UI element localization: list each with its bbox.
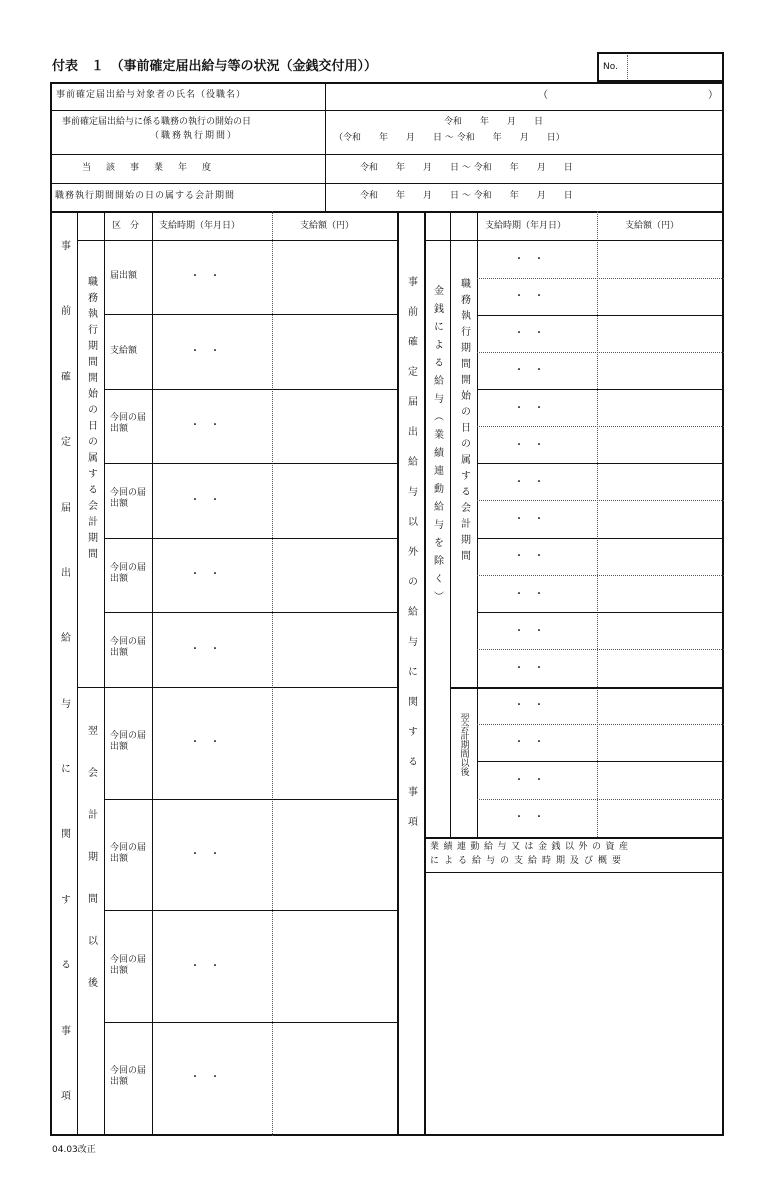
row-label-current: 今回の届出額: [110, 488, 147, 509]
payment-date-dots: ・ ・: [514, 663, 544, 674]
payment-date-dots: ・ ・: [190, 271, 220, 282]
advance-fixed-salary-heading: 事 前 確 定 届 出 給 与 に 関 す る 事 項: [58, 240, 70, 1100]
payment-date-dots: ・ ・: [514, 440, 544, 451]
payment-date-dots: ・ ・: [514, 626, 544, 637]
start-date-label: 事前確定届出給与に係る職務の執行の開始の日: [62, 117, 252, 127]
next-period-group-label: 翌会計期間以後: [85, 725, 97, 1019]
payment-date-dots: ・ ・: [514, 775, 544, 786]
payment-date-dots: ・ ・: [514, 812, 544, 823]
row-label-notified: 届出額: [110, 271, 138, 281]
right-period-start-group-label: 職務執行期間開始の日の属する会計期間: [458, 278, 470, 566]
revision-label: 04.03改正: [52, 1145, 96, 1155]
row-label-current: 今回の届出額: [110, 413, 147, 434]
duty-period-label: （職務執行期間）: [150, 131, 239, 141]
fiscal-year-value: 令和 年 月 日 〜 令和 年 月 日: [360, 163, 573, 173]
row-label-current: 今回の届出額: [110, 955, 147, 976]
payment-date-dots: ・ ・: [190, 495, 220, 506]
form-title: 付表 １ （事前確定届出給与等の状況（金銭交付用））: [52, 59, 378, 74]
other-salary-heading: 事前確定届出給与以外の給与に関する事項: [405, 276, 417, 846]
right-next-period-group-label: 翌会計期間以後: [458, 713, 469, 776]
payment-date-dots: ・ ・: [190, 346, 220, 357]
payment-date-dots: ・ ・: [514, 328, 544, 339]
recipient-name-close: ）: [708, 90, 718, 101]
payment-date-dots: ・ ・: [190, 849, 220, 860]
payment-date-dots: ・ ・: [514, 700, 544, 711]
payment-date-dots: ・ ・: [190, 644, 220, 655]
col-payment-date-right: 支給時期（年月日）: [485, 221, 567, 231]
payment-date-dots: ・ ・: [514, 514, 544, 525]
row-label-paid: 支給額: [110, 346, 138, 356]
payment-date-dots: ・ ・: [190, 420, 220, 431]
cash-salary-heading: 金銭による給与（業績連動給与を除く）: [431, 285, 443, 609]
recipient-name-open: （: [538, 90, 548, 101]
payment-date-dots: ・ ・: [514, 291, 544, 302]
payment-date-dots: ・ ・: [514, 477, 544, 488]
performance-note-line1: 業績連動給与又は金銭以外の資産: [430, 842, 633, 852]
col-payment-amount-left: 支給額（円）: [300, 221, 355, 231]
payment-date-dots: ・ ・: [190, 569, 220, 580]
payment-date-dots: ・ ・: [514, 365, 544, 376]
recipient-name-label: 事前確定届出給与対象者の氏名（役職名）: [56, 90, 247, 100]
row-label-current: 今回の届出額: [110, 637, 147, 658]
payment-date-dots: ・ ・: [514, 254, 544, 265]
payment-date-dots: ・ ・: [514, 403, 544, 414]
number-label: No.: [603, 62, 618, 72]
accounting-period-value: 令和 年 月 日 〜 令和 年 月 日: [360, 191, 573, 201]
duty-period-value: （令和 年 月 日 〜 令和 年 月 日）: [334, 133, 565, 143]
fiscal-year-label: 当 該 事 業 年 度: [82, 163, 215, 173]
col-payment-amount-right: 支給額（円）: [625, 221, 680, 231]
payment-date-dots: ・ ・: [514, 551, 544, 562]
row-label-current: 今回の届出額: [110, 843, 147, 864]
accounting-period-label: 職務執行期間開始の日の属する会計期間: [55, 191, 236, 201]
row-label-current: 今回の届出額: [110, 563, 147, 584]
payment-date-dots: ・ ・: [190, 737, 220, 748]
col-kubun: 区 分: [112, 221, 140, 231]
performance-note-line2: による給与の支給時期及び概要: [430, 856, 627, 866]
period-start-group-label: 職務執行期間開始の日の属する会計期間: [85, 276, 97, 564]
row-label-current: 今回の届出額: [110, 1066, 147, 1087]
payment-date-dots: ・ ・: [190, 1072, 220, 1083]
row-label-current: 今回の届出額: [110, 731, 147, 752]
payment-date-dots: ・ ・: [514, 589, 544, 600]
payment-date-dots: ・ ・: [190, 961, 220, 972]
payment-date-dots: ・ ・: [514, 737, 544, 748]
start-date-value: 令和 年 月 日: [444, 117, 544, 127]
col-payment-date-left: 支給時期（年月日）: [159, 221, 241, 231]
